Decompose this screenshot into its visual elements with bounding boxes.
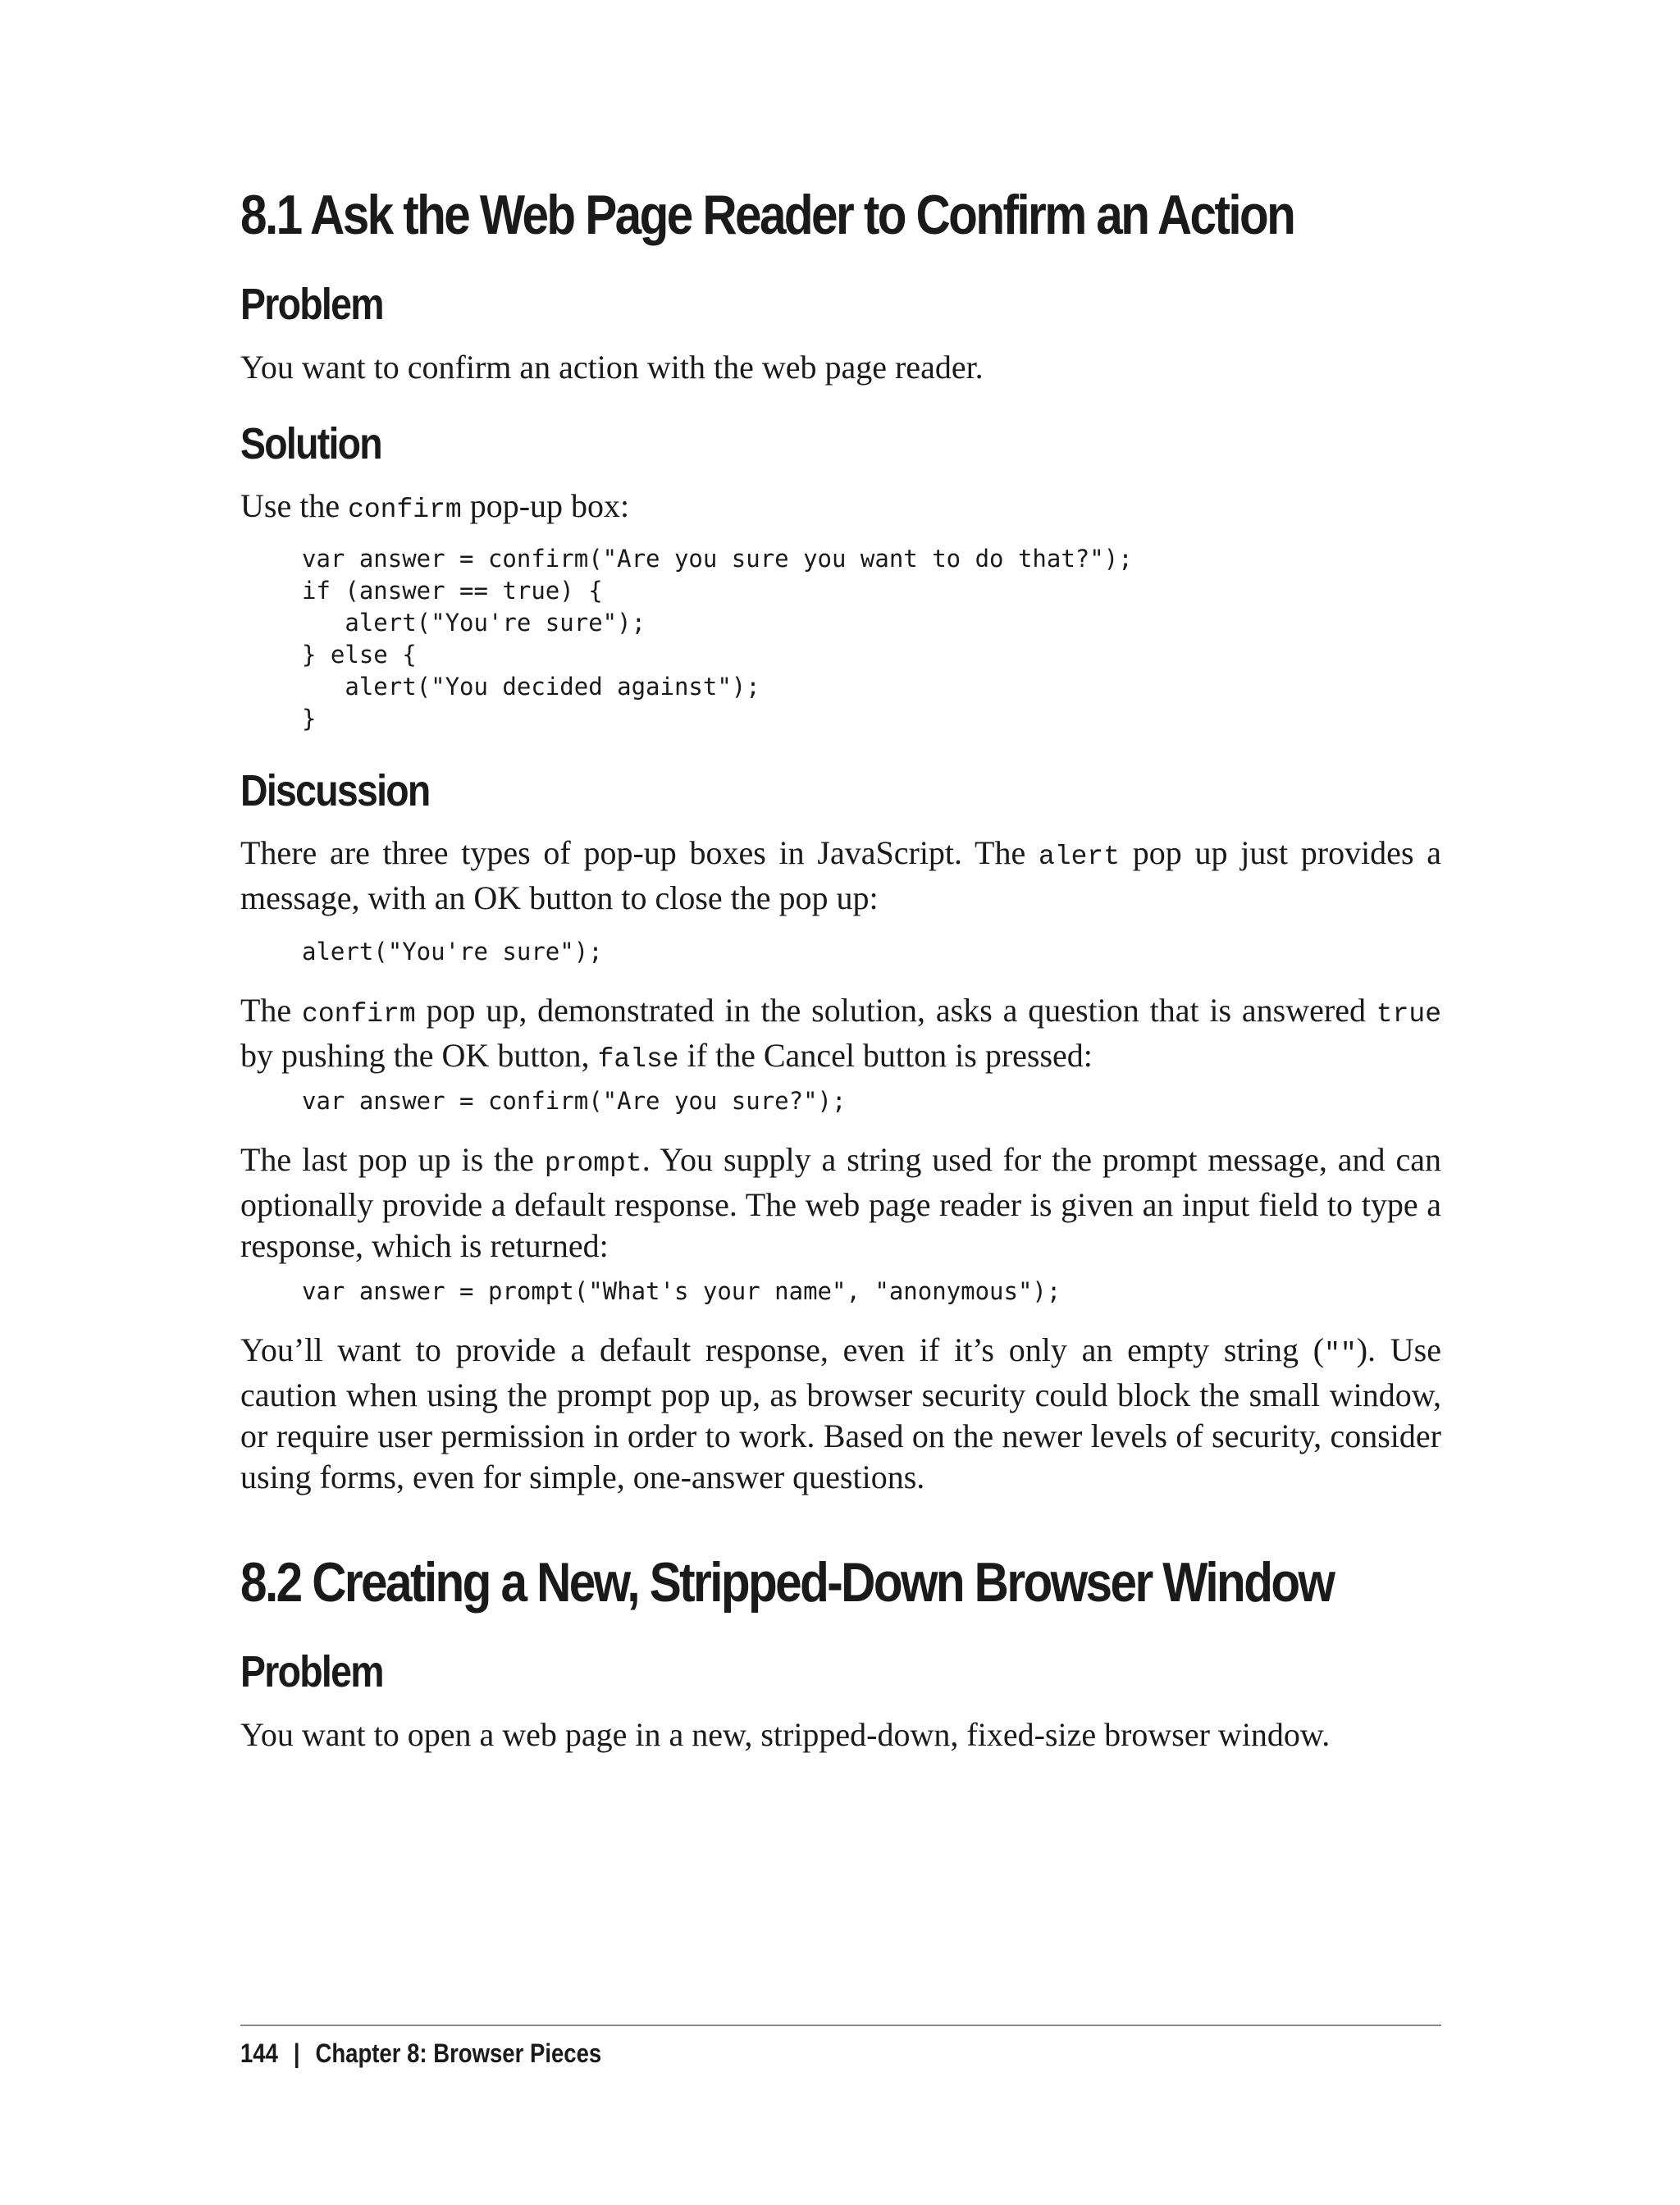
- inline-code: alert: [1038, 842, 1121, 872]
- solution-heading: Solution: [240, 419, 381, 468]
- code-alert: alert("You're sure");: [302, 938, 603, 966]
- problem-text-2: You want to open a web page in a new, stripped-down, fixed-size browser window.: [240, 1716, 1331, 1753]
- problem-heading: Problem: [240, 280, 383, 329]
- book-page: [240, 0, 1441, 2205]
- code-confirm: var answer = confirm("Are you sure?");: [302, 1087, 847, 1115]
- discussion-paragraph-4: You’ll want to provide a default response, even if it’s only an empty string (""). Use caution when using the prompt pop up, as browser security could block the small window, or require user permission in order to work. Based on the newer levels of security, consider using forms, even for simple, one-answer questions.: [240, 1331, 1441, 1495]
- inline-code: false: [597, 1044, 679, 1075]
- code-block-confirm-example: var answer = confirm("Are you sure you want to do that?"); if (answer == true) { alert("You're sure"); } else { alert("You decided against"); }: [302, 545, 1133, 733]
- chapter-label: Chapter 8: Browser Pieces: [315, 2038, 602, 2068]
- section-title-8-1: 8.1 Ask the Web Page Reader to Confirm an Action: [240, 184, 1294, 246]
- inline-code: confirm: [348, 495, 462, 525]
- page-footer: [240, 2038, 601, 2069]
- discussion-paragraph-1: There are three types of pop-up boxes in JavaScript. The alert pop up just provides a message, with an OK button to close the pop up:: [240, 834, 1441, 916]
- code-prompt: var answer = prompt("What's your name", "anonymous");: [302, 1277, 1061, 1305]
- discussion-paragraph-2: The confirm pop up, demonstrated in the solution, asks a question that is answered true by pushing the OK button, false if the Cancel button is pressed:: [240, 992, 1441, 1075]
- footer-separator: |: [293, 2038, 300, 2068]
- footer-divider: [240, 2025, 1441, 2026]
- inline-code: confirm: [302, 999, 416, 1029]
- inline-code: true: [1376, 999, 1441, 1029]
- solution-text: Use the confirm pop-up box:: [240, 487, 630, 525]
- page-number: 144: [240, 2038, 278, 2068]
- discussion-paragraph-3: The last pop up is the prompt. You supply a string used for the prompt message, and can optionally provide a default response. The web page reader is given an input field to type a response, which is returned:: [240, 1141, 1441, 1264]
- inline-code: prompt: [544, 1148, 642, 1179]
- problem-heading-2: Problem: [240, 1647, 383, 1696]
- problem-text: You want to confirm an action with the web page reader.: [240, 349, 984, 386]
- discussion-heading: Discussion: [240, 766, 430, 815]
- inline-code: "": [1324, 1339, 1357, 1369]
- section-title-8-2: 8.2 Creating a New, Stripped-Down Browser Window: [240, 1551, 1334, 1614]
